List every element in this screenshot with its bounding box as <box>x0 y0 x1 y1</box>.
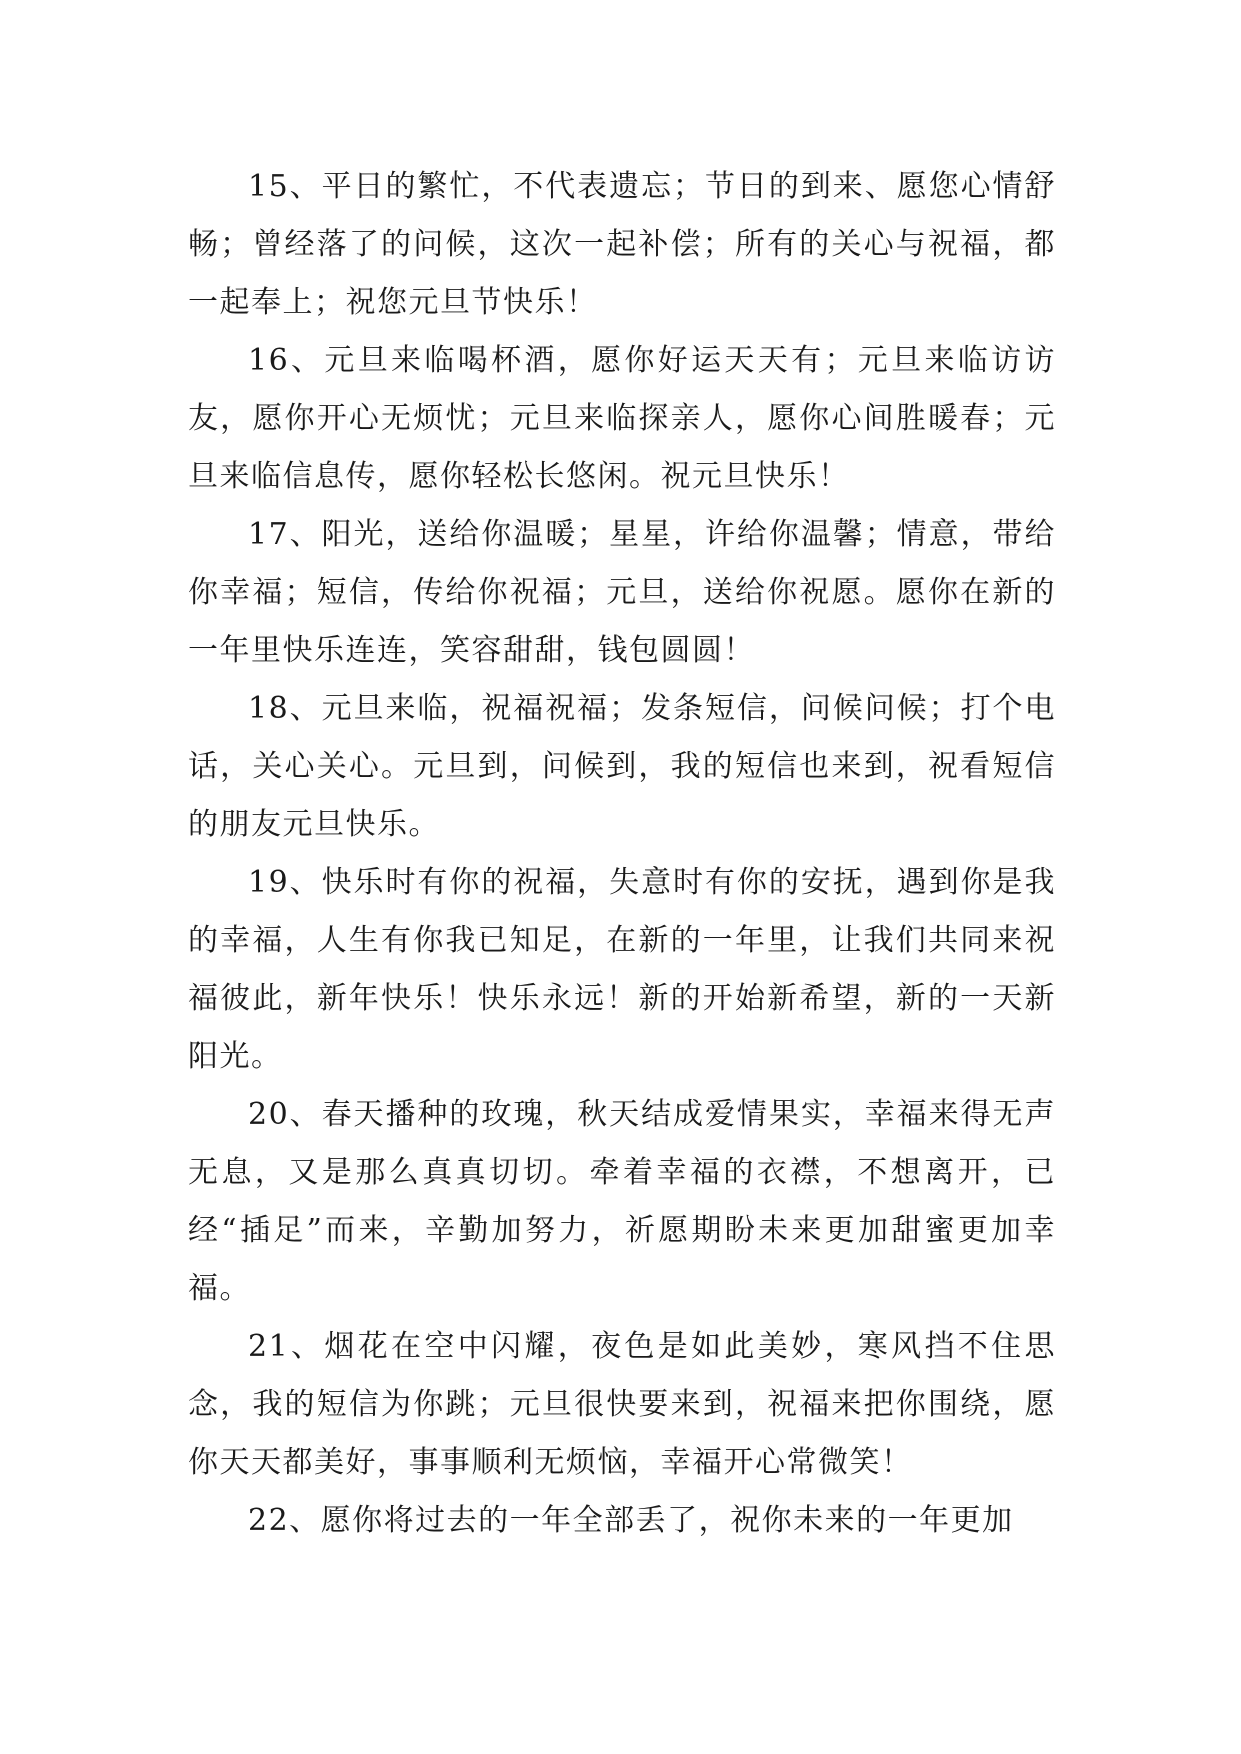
paragraph-15: 15、平日的繁忙，不代表遗忘；节日的到来、愿您心情舒畅；曾经落了的问候，这次一起补偿；所有的关心与祝福，都一起奉上；祝您元旦节快乐！ <box>188 169 1056 320</box>
paragraph-18: 18、元旦来临，祝福祝福；发条短信，问候问候；打个电话，关心关心。元旦到，问候到，我的短信也来到，祝看短信的朋友元旦快乐。 <box>188 691 1056 842</box>
paragraph-20: 20、春天播种的玫瑰，秋天结成爱情果实，幸福来得无声无息，又是那么真真切切。牵着幸福的衣襟，不想离开，已经“插足”而来，辛勤加努力，祈愿期盼未来更加甜蜜更加幸福。 <box>188 1097 1056 1306</box>
document-body <box>188 158 1056 1550</box>
paragraph-21: 21、烟花在空中闪耀，夜色是如此美妙，寒风挡不住思念，我的短信为你跳；元旦很快要来到，祝福来把你围绕，愿你天天都美好，事事顺利无烦恼，幸福开心常微笑！ <box>188 1329 1056 1480</box>
paragraph-17: 17、阳光，送给你温暖；星星，许给你温馨；情意，带给你幸福；短信，传给你祝福；元旦，送给你祝愿。愿你在新的一年里快乐连连，笑容甜甜，钱包圆圆！ <box>188 517 1056 668</box>
paragraph-19: 19、快乐时有你的祝福，失意时有你的安抚，遇到你是我的幸福，人生有你我已知足，在新的一年里，让我们共同来祝福彼此，新年快乐！快乐永远！新的开始新希望，新的一天新阳光。 <box>188 865 1056 1074</box>
paragraph-16: 16、元旦来临喝杯酒，愿你好运天天有；元旦来临访访友，愿你开心无烦忧；元旦来临探亲人，愿你心间胜暖春；元旦来临信息传，愿你轻松长悠闲。祝元旦快乐！ <box>188 343 1056 494</box>
paragraph-22: 22、愿你将过去的一年全部丢了，祝你未来的一年更加 <box>248 1503 1014 1538</box>
